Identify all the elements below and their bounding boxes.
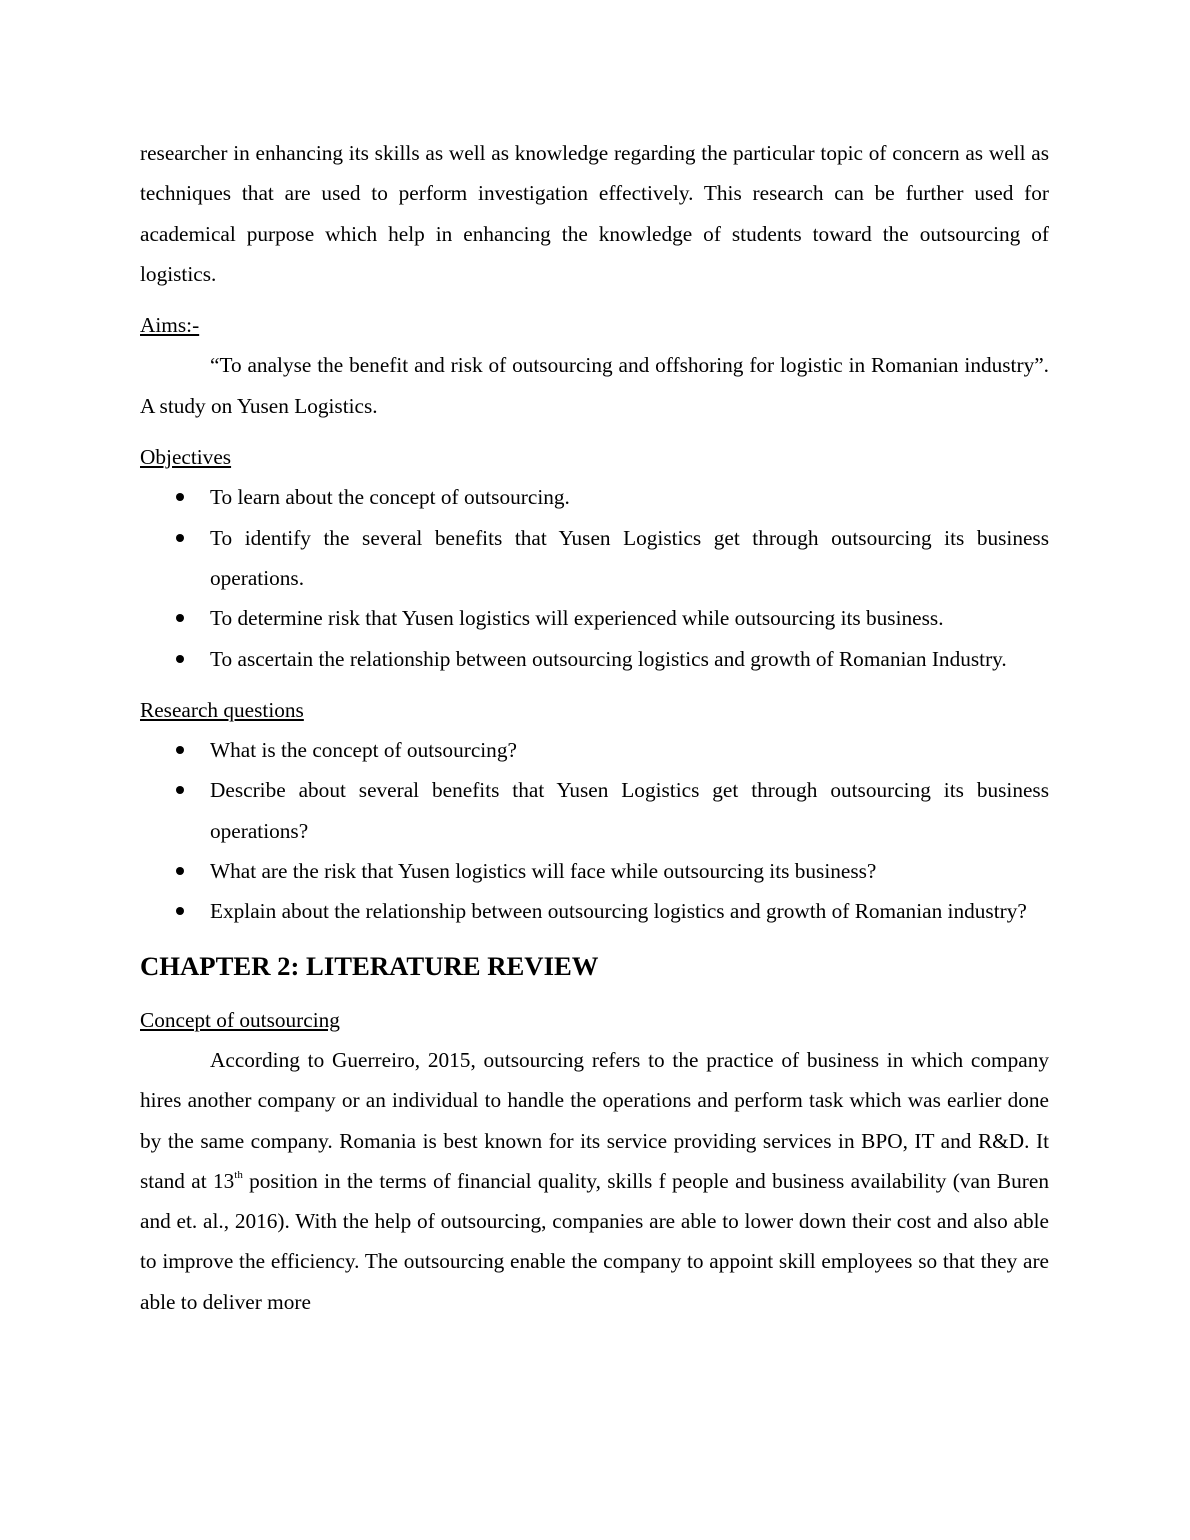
document-page [140, 133, 1049, 1322]
concept-paragraph [140, 1040, 1049, 1322]
bullet-icon [176, 867, 184, 875]
objectives-list [140, 477, 1049, 678]
question-text: Describe about several benefits that Yusen Logistics get through outsourcing its business operations? [210, 778, 1049, 843]
list-item [140, 639, 1049, 679]
bullet-icon [176, 614, 184, 622]
bullet-icon [176, 786, 184, 794]
objective-text: To identify the several benefits that Yusen Logistics get through outsourcing its business operations. [210, 525, 1049, 590]
question-text: What is the concept of outsourcing? [210, 738, 517, 763]
list-item [140, 851, 1049, 891]
bullet-icon [176, 907, 184, 915]
list-item [140, 518, 1049, 599]
bullet-icon [176, 493, 184, 501]
bullet-icon [176, 746, 184, 754]
superscript: th [234, 1168, 243, 1181]
concept-text-part1: According to Guerreiro, 2015, outsourcing refers to the practice of business in which company hires another company or an individual to handle the operations and perform task which was earlier done by the same company. Romania is best known for its service providing services in BPO, IT and R&D. It stand at 13 [140, 1047, 1049, 1193]
bullet-icon [176, 655, 184, 663]
research-questions-list [140, 730, 1049, 931]
bullet-icon [176, 534, 184, 542]
concept-text-part2: position in the terms of financial quality, skills f people and business availability (van Buren and et. al., 2016). With the help of outsourcing, companies are able to lower down their cost and also able to improve the efficiency. The outsourcing enable the company to appoint skill employees so that they are able to deliver more [140, 1168, 1049, 1314]
list-item [140, 598, 1049, 638]
aims-heading: Aims:- [140, 313, 200, 338]
question-text: What are the risk that Yusen logistics will face while outsourcing its business? [210, 859, 877, 884]
objective-text: To determine risk that Yusen logistics will experienced while outsourcing its business. [210, 606, 944, 631]
question-text: Explain about the relationship between outsourcing logistics and growth of Romanian industry? [210, 899, 1027, 924]
objective-text: To learn about the concept of outsourcing. [210, 485, 570, 510]
list-item [140, 730, 1049, 770]
objective-text: To ascertain the relationship between outsourcing logistics and growth of Romanian Industry. [210, 646, 1007, 671]
section-heading: Concept of outsourcing [140, 1007, 340, 1032]
list-item [140, 891, 1049, 931]
chapter-title: CHAPTER 2: LITERATURE REVIEW [140, 950, 599, 981]
list-item [140, 477, 1049, 517]
objectives-heading: Objectives [140, 445, 232, 470]
intro-paragraph: researcher in enhancing its skills as well as knowledge regarding the particular topic of concern as well as techniques that are used to perform investigation effectively. This research can be further used for academical purpose which help in enhancing the knowledge of students toward the outsourcing of logistics. [140, 141, 1049, 286]
aims-text: “To analyse the benefit and risk of outsourcing and offshoring for logistic in Romanian industry”. A study on Yusen Logistics. [140, 353, 1049, 418]
research-questions-heading: Research questions [140, 697, 304, 722]
list-item [140, 770, 1049, 851]
